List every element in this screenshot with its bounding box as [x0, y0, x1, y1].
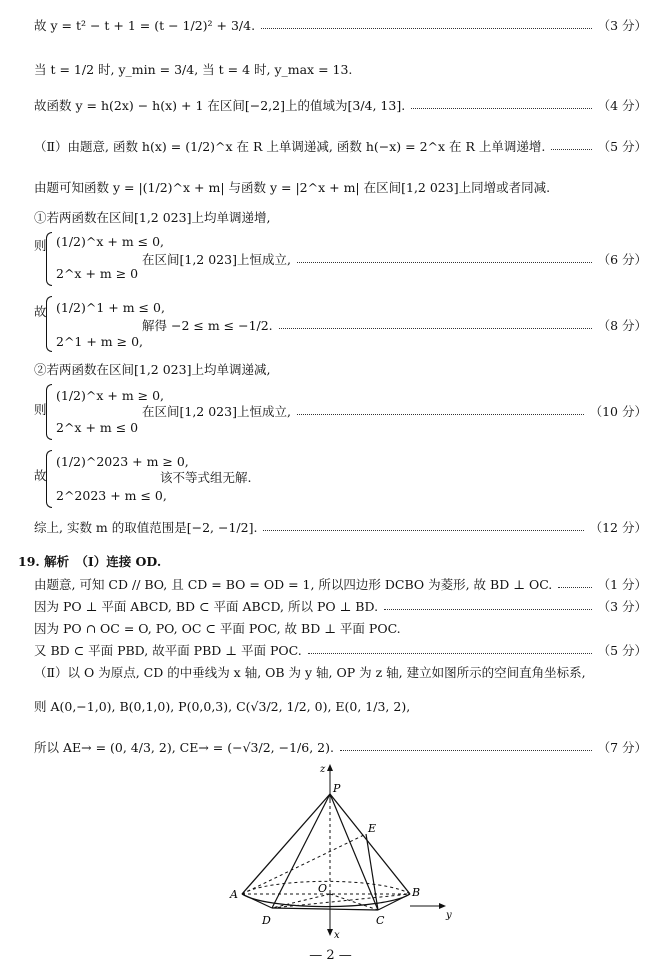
line-text: 则 A(0,−1,0), B(0,1,0), P(0,0,3), C(√3/2, 1/2, 0), E(0, 1/3, 2),: [34, 699, 411, 714]
dot-leader: [551, 149, 591, 150]
x-axis-arrow: [327, 929, 333, 936]
chord-AD: [242, 894, 272, 908]
score-label: （5 分）: [597, 643, 647, 658]
system-prefix: 故: [34, 468, 47, 483]
line-text: 所以 AE→ = (0, 4/3, 2), CE→ = (−√3/2, −1/6, 2).: [34, 740, 334, 755]
score-label: （12 分）: [589, 520, 647, 535]
system-row-bottom: 2^1 + m ≥ 0,: [56, 334, 143, 349]
label-D: D: [262, 914, 271, 927]
line-text: 在区间[1,2 023]上恒成立,: [142, 404, 291, 419]
y-axis-arrow: [439, 903, 446, 909]
dot-leader: [279, 328, 592, 329]
system-prefix: 故: [34, 304, 47, 319]
label-x: x: [334, 930, 340, 941]
system-row-top: (1/2)^1 + m ≤ 0,: [56, 300, 165, 315]
edge-PB: [330, 794, 410, 894]
base-front-arc: [242, 894, 410, 907]
line-text: 因为 PO ⊥ 平面 ABCD, BD ⊂ 平面 ABCD, 所以 PO ⊥ BD.: [34, 599, 379, 614]
score-label: （3 分）: [597, 18, 647, 33]
system-row-top: (1/2)^x + m ≤ 0,: [56, 234, 165, 249]
line-text: 由题可知函数 y = |(1/2)^x + m| 与函数 y = |2^x + m| 在区间[1,2 023]上同增或者同减.: [34, 180, 551, 195]
solution-line: [34, 178, 647, 196]
score-label: （10 分）: [589, 404, 647, 419]
solution-line: [34, 597, 647, 615]
line-text: 因为 PO ∩ OC = O, PO, OC ⊂ 平面 POC, 故 BD ⊥ 平面 POC.: [34, 621, 401, 636]
label-y: y: [446, 910, 452, 921]
system-row-bottom: 2^x + m ≤ 0: [56, 420, 139, 435]
solution-line: [34, 575, 647, 593]
cone-figure: [220, 762, 460, 942]
line-text: 由题意, 可知 CD // BO, 且 CD = BO = OD = 1, 所以四边形 DCBO 为菱形, 故 BD ⊥ OC.: [34, 577, 553, 592]
solution-line: [142, 402, 647, 420]
label-z: z: [320, 764, 326, 775]
score-label: （4 分）: [597, 98, 647, 113]
score-label: （5 分）: [597, 139, 647, 154]
score-label: （6 分）: [597, 252, 647, 267]
line-text: ②若两函数在区间[1,2 023]上均单调递减,: [34, 362, 271, 377]
chord-DC: [272, 908, 378, 910]
solution-line: [34, 518, 647, 536]
dot-leader: [558, 587, 591, 588]
solution-line: [34, 16, 647, 34]
score-label: （8 分）: [597, 318, 647, 333]
line-text: 该不等式组无解.: [160, 470, 252, 485]
solution-line: [142, 316, 647, 334]
line-text: 当 t = 1/2 时, y_min = 3/4, 当 t = 4 时, y_max = 13.: [34, 62, 353, 77]
line-text: 解得 −2 ≤ m ≤ −1/2.: [142, 318, 273, 333]
line-text: 综上, 实数 m 的取值范围是[−2, −1/2].: [34, 520, 258, 535]
solution-line: [34, 96, 647, 114]
line-text: 故 y = t² − t + 1 = (t − 1/2)² + 3/4.: [34, 18, 256, 33]
score-label: （1 分）: [597, 577, 647, 592]
line-text: （Ⅱ）以 O 为原点, CD 的中垂线为 x 轴, OB 为 y 轴, OP 为 z 轴, 建立如图所示的空间直角坐标系,: [34, 665, 586, 680]
label-O: O: [318, 882, 328, 895]
solution-line: [34, 619, 647, 637]
line-text: 19. 解析 （Ⅰ）连接 OD.: [18, 554, 162, 569]
dot-leader: [384, 609, 592, 610]
page-number: — 2 —: [309, 948, 352, 963]
segment-AE: [242, 834, 366, 894]
solution-line: [142, 250, 647, 268]
solution-line: [34, 60, 647, 78]
line-text: （Ⅱ）由题意, 函数 h(x) = (1/2)^x 在 R 上单调递减, 函数 h(−x) = 2^x 在 R 上单调递增.: [34, 139, 546, 154]
label-E: E: [368, 822, 377, 835]
solution-line: [34, 641, 647, 659]
line-text: 故函数 y = h(2x) − h(x) + 1 在区间[−2,2]上的值域为[3/4, 13].: [34, 98, 406, 113]
question-heading: [18, 552, 647, 570]
system-row-bottom: 2^x + m ≥ 0: [56, 266, 139, 281]
dot-leader: [411, 108, 591, 109]
segment-OC: [330, 894, 378, 910]
label-A: A: [230, 888, 238, 901]
brace-symbol: [46, 296, 52, 352]
solution-line: [34, 360, 647, 378]
label-P: P: [333, 782, 341, 795]
line-text: 在区间[1,2 023]上恒成立,: [142, 252, 291, 267]
line-text: ①若两函数在区间[1,2 023]上均单调递增,: [34, 210, 271, 225]
brace-symbol: [46, 232, 52, 286]
system-prefix: 则: [34, 238, 47, 253]
solution-line: [34, 738, 647, 756]
solution-line: [34, 697, 647, 715]
dot-leader: [340, 750, 592, 751]
brace-symbol: [46, 450, 52, 508]
edge-PA: [242, 794, 330, 894]
dot-leader: [263, 530, 583, 531]
system-prefix: 则: [34, 402, 47, 417]
edge-PC: [330, 794, 378, 910]
score-label: （7 分）: [597, 740, 647, 755]
score-label: （3 分）: [597, 599, 647, 614]
solution-line: [34, 663, 647, 681]
z-axis-arrow: [327, 764, 333, 771]
solution-line: [160, 468, 647, 486]
system-row-bottom: 2^2023 + m ≤ 0,: [56, 488, 167, 503]
system-row-top: (1/2)^x + m ≥ 0,: [56, 388, 165, 403]
brace-symbol: [46, 384, 52, 440]
dot-leader: [297, 262, 592, 263]
label-B: B: [412, 886, 421, 899]
solution-line: [34, 137, 647, 155]
dot-leader: [261, 28, 591, 29]
dot-leader: [308, 653, 592, 654]
system-row-top: (1/2)^2023 + m ≥ 0,: [56, 454, 189, 469]
solution-line: [34, 208, 647, 226]
line-text: 又 BD ⊂ 平面 PBD, 故平面 PBD ⊥ 平面 POC.: [34, 643, 302, 658]
label-C: C: [376, 914, 385, 927]
dot-leader: [297, 414, 584, 415]
